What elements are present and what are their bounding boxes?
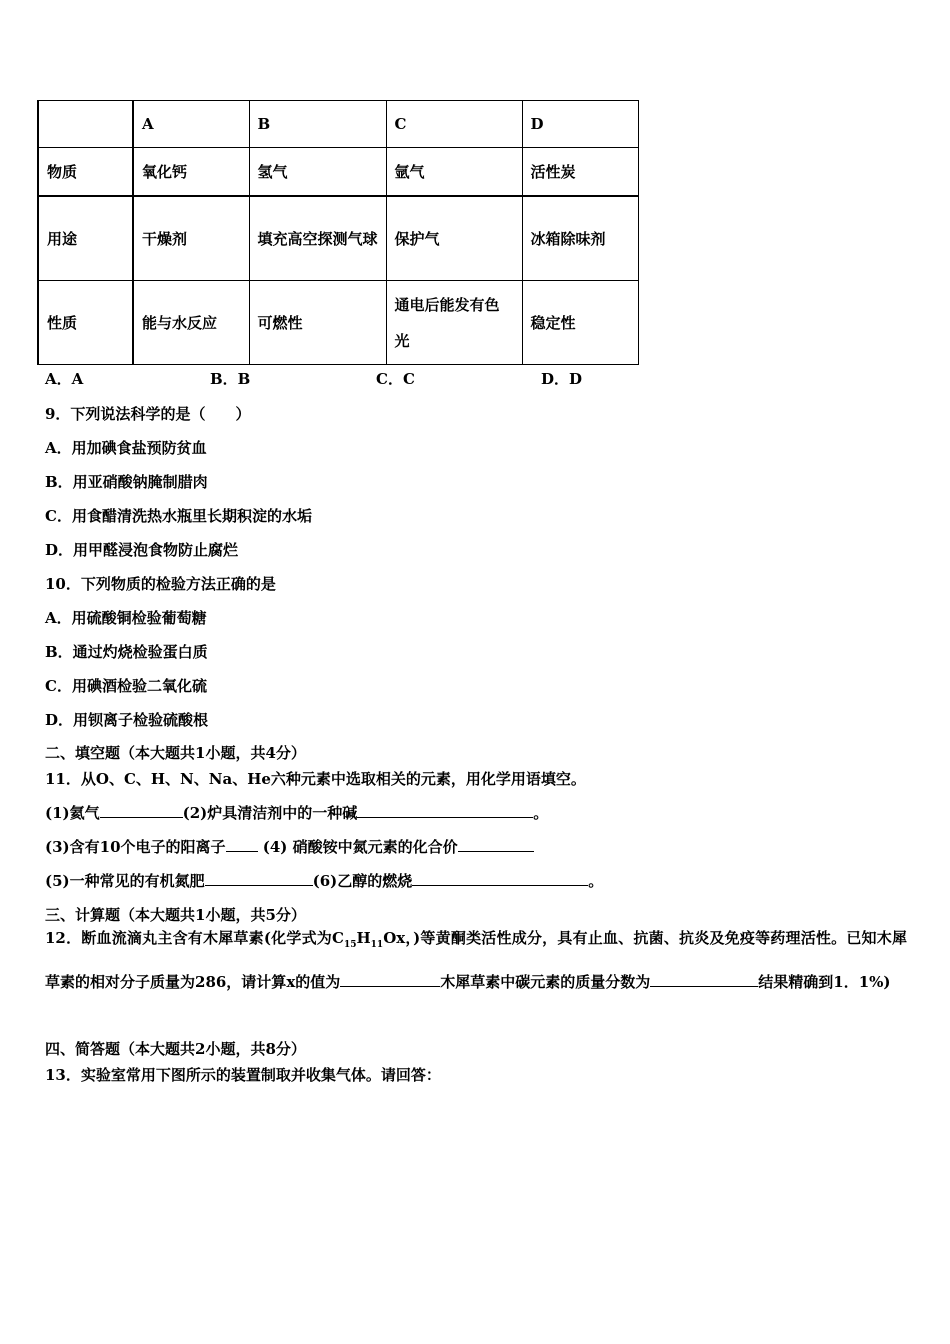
table-cell: A [133, 101, 249, 148]
table-cell: 性质 [38, 281, 133, 365]
section-3-heading: 三、计算题（本大题共1小题，共5分） [45, 906, 306, 924]
q9-option-b: B．用亚硝酸钠腌制腊肉 [45, 473, 208, 491]
option-a: A．A [45, 370, 84, 388]
table-cell: 保护气 [386, 196, 522, 281]
table-cell: 能与水反应 [133, 281, 249, 365]
answer-blank[interactable] [412, 871, 588, 886]
table-cell: 氩气 [386, 148, 522, 197]
option-b: B．B [210, 370, 251, 388]
q12-text: 结果精确到1．1%) [758, 973, 891, 991]
table-cell: 干燥剂 [133, 196, 249, 281]
punctuation: 。 [588, 872, 604, 890]
section-2-heading: 二、填空题（本大题共1小题，共4分） [45, 744, 306, 762]
q9-option-a: A．用加碘食盐预防贫血 [45, 439, 207, 457]
q12-text: 木犀草素中碳元素的质量分数为 [440, 973, 651, 991]
subscript: 15 [343, 940, 357, 950]
q11-part-3: (3)含有10个电子的阳离子 [45, 838, 226, 856]
q10-option-a: A．用硫酸铜检验葡萄糖 [45, 609, 207, 627]
answer-blank[interactable] [458, 837, 534, 852]
section-4-heading: 四、简答题（本大题共2小题，共8分） [45, 1040, 306, 1058]
table-row [38, 101, 638, 148]
q11-part-4: (4) 硝酸铵中氮元素的化合价 [262, 838, 458, 856]
q11-part-6: (6)乙醇的燃烧 [312, 872, 413, 890]
q10-option-b: B．通过灼烧检验蛋白质 [45, 643, 208, 661]
table-cell: B [249, 101, 386, 148]
answer-blank[interactable] [650, 972, 758, 987]
q8-options [45, 368, 645, 388]
table-cell: 可燃性 [249, 281, 386, 365]
table-cell: 填充高空探测气球 [249, 196, 386, 281]
table-row [38, 196, 638, 281]
table-cell: D [522, 101, 638, 148]
option-c: C．C [376, 370, 415, 388]
table-cell: C [386, 101, 522, 148]
q10-option-d: D．用钡离子检验硫酸根 [45, 711, 209, 729]
answer-blank[interactable] [205, 871, 313, 886]
answer-blank[interactable] [100, 803, 183, 818]
q11-line-2 [45, 836, 534, 857]
question-9-stem: 9．下列说法科学的是（ ） [45, 405, 251, 423]
table-cell: 氧化钙 [133, 148, 249, 197]
q9-option-c: C．用食醋清洗热水瓶里长期积淀的水垢 [45, 507, 312, 525]
table-cell: 用途 [38, 196, 133, 281]
q11-part-5: (5)一种常见的有机氮肥 [45, 872, 205, 890]
table-cell: 冰箱除味剂 [522, 196, 638, 281]
subscript: 11 [370, 940, 384, 950]
question-10-stem: 10．下列物质的检验方法正确的是 [45, 575, 276, 593]
answer-blank[interactable] [340, 972, 440, 987]
table-cell: 稳定性 [522, 281, 638, 365]
q11-line-3 [45, 870, 603, 891]
q12-text: Ox，)等黄酮类活性成分，具有止血、抗菌、抗炎及免疫等药理活性。已知木犀草素的相对分子质量为286，请计算x的值为 [45, 929, 907, 991]
table-row [38, 281, 638, 365]
q9-option-d: D．用甲醛浸泡食物防止腐烂 [45, 541, 239, 559]
question-12 [45, 920, 907, 1001]
q11-line-1 [45, 802, 548, 823]
substance-table [37, 100, 639, 365]
question-11-stem: 11．从O、C、H、N、Na、He六种元素中选取相关的元素，用化学用语填空。 [45, 770, 586, 788]
table-cell [38, 101, 133, 148]
q11-part-2: (2)炉具清洁剂中的一种碱 [182, 804, 358, 822]
q11-part-1: (1)氦气 [45, 804, 100, 822]
table-cell: 通电后能发有色光 [386, 281, 522, 365]
table-cell: 物质 [38, 148, 133, 197]
question-13-stem: 13．实验室常用下图所示的装置制取并收集气体。请回答： [45, 1066, 441, 1084]
table-cell: 氢气 [249, 148, 386, 197]
table-row [38, 148, 638, 197]
answer-blank[interactable] [357, 803, 533, 818]
table-cell: 活性炭 [522, 148, 638, 197]
punctuation: 。 [533, 804, 549, 822]
q12-text: H [356, 929, 371, 947]
q10-option-c: C．用碘酒检验二氧化硫 [45, 677, 207, 695]
option-d: D．D [541, 370, 583, 388]
q12-text: 12．断血流滴丸主含有木犀草素(化学式为C [45, 929, 344, 947]
answer-blank[interactable] [226, 837, 258, 852]
